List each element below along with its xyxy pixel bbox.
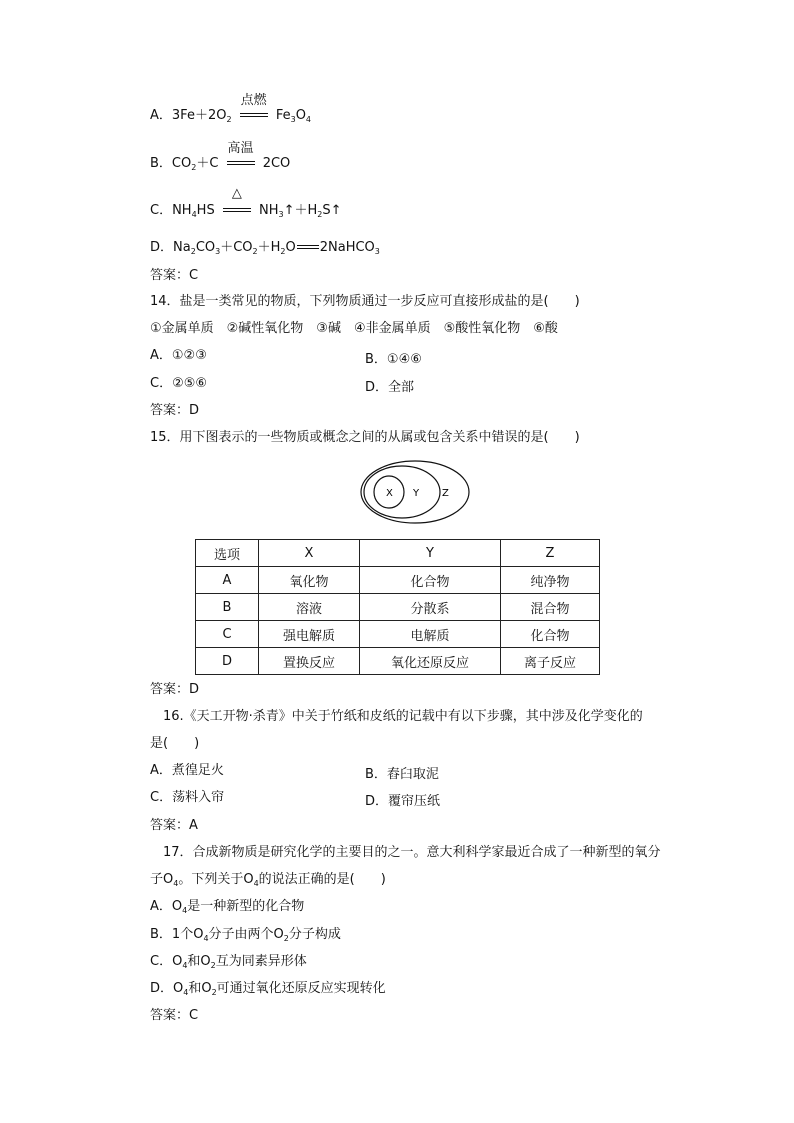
- equals-sign: [297, 243, 319, 253]
- q13-answer: 答案：C: [150, 268, 199, 283]
- q16-option-a: A．煮徨足火: [150, 763, 224, 778]
- q17-stem: 17．合成新物质是研究化学的主要目的之一。意大利科学家最近合成了一种新型的氧分: [163, 845, 661, 860]
- options-table: [195, 539, 600, 675]
- q13-option-b: B．$CO_2+C$ 高温 2CO: [150, 140, 291, 172]
- q16-stem: 16.《天工开物·杀青》中关于竹纸和皮纸的记载中有以下步骤，其中涉及化学变化的: [163, 709, 643, 724]
- venn-x-label: X: [386, 488, 393, 499]
- table-row: A 氧化物 化合物 纯净物: [196, 567, 600, 594]
- equals-sign: △: [223, 206, 251, 216]
- q17-stem-cont: 子$O_4$。下列关于$O_4$的说法正确的是( ): [150, 872, 386, 888]
- table-header: Z: [501, 540, 600, 567]
- venn-y-ellipse: [364, 466, 440, 518]
- equals-sign: 高温: [227, 159, 255, 169]
- equals-sign: 点燃: [240, 111, 268, 121]
- table-header: 选项: [196, 540, 259, 567]
- table-row: D 置换反应 氧化还原反应 离子反应: [196, 648, 600, 675]
- q14-answer: 答案：D: [150, 403, 200, 418]
- q16-option-b: B．舂臼取泥: [365, 767, 439, 782]
- q17-option-c: C．$O_4$和$O_2$互为同素异形体: [150, 954, 307, 970]
- q16-option-c: C．荡料入帘: [150, 790, 225, 805]
- table-header: X: [259, 540, 360, 567]
- table-row: C 强电解质 电解质 化合物: [196, 621, 600, 648]
- q17-option-d: D．$O_4$和$O_2$可通过氧化还原反应实现转化: [150, 981, 386, 997]
- q14-items: ①金属单质 ②碱性氧化物 ③碱 ④非金属单质 ⑤酸性氧化物 ⑥酸: [150, 321, 558, 336]
- q13-option-a: A．$3Fe+2O_2$ 点燃 $Fe_3O_4$: [150, 92, 312, 124]
- q15-answer: 答案：D: [150, 682, 200, 697]
- q17-answer: 答案：C: [150, 1008, 199, 1023]
- q13-option-c: C．$NH_4HS$ △ $NH_3↑+H_2S↑$: [150, 185, 342, 219]
- table-header-row: [196, 540, 600, 567]
- q14-stem: 14．盐是一类常见的物质，下列物质通过一步反应可直接形成盐的是( ): [150, 294, 580, 309]
- q16-stem-cont: 是( ): [150, 736, 200, 751]
- table-header: Y: [360, 540, 501, 567]
- venn-diagram: [360, 459, 480, 529]
- q15-stem: 15．用下图表示的一些物质或概念之间的从属或包含关系中错误的是( ): [150, 430, 580, 445]
- q17-option-a: A．$O_4$是一种新型的化合物: [150, 899, 305, 915]
- q16-answer: 答案：A: [150, 818, 198, 833]
- table-row: B 溶液 分散系 混合物: [196, 594, 600, 621]
- q14-option-d: D．全部: [365, 380, 415, 395]
- q14-option-a: A．①②③: [150, 348, 207, 363]
- venn-z-label: Z: [442, 488, 449, 499]
- q17-option-b: B．1个$O_4$分子由两个$O_2$分子构成: [150, 927, 341, 943]
- q14-option-b: B．①④⑥: [365, 352, 422, 367]
- venn-y-label: Y: [413, 488, 420, 499]
- q16-option-d: D．覆帘压纸: [365, 794, 441, 809]
- q13-option-d: D．$Na_2CO_3+CO_2+H_2O$ 2NaHCO$_3$: [150, 240, 380, 256]
- q14-option-c: C．②⑤⑥: [150, 376, 208, 391]
